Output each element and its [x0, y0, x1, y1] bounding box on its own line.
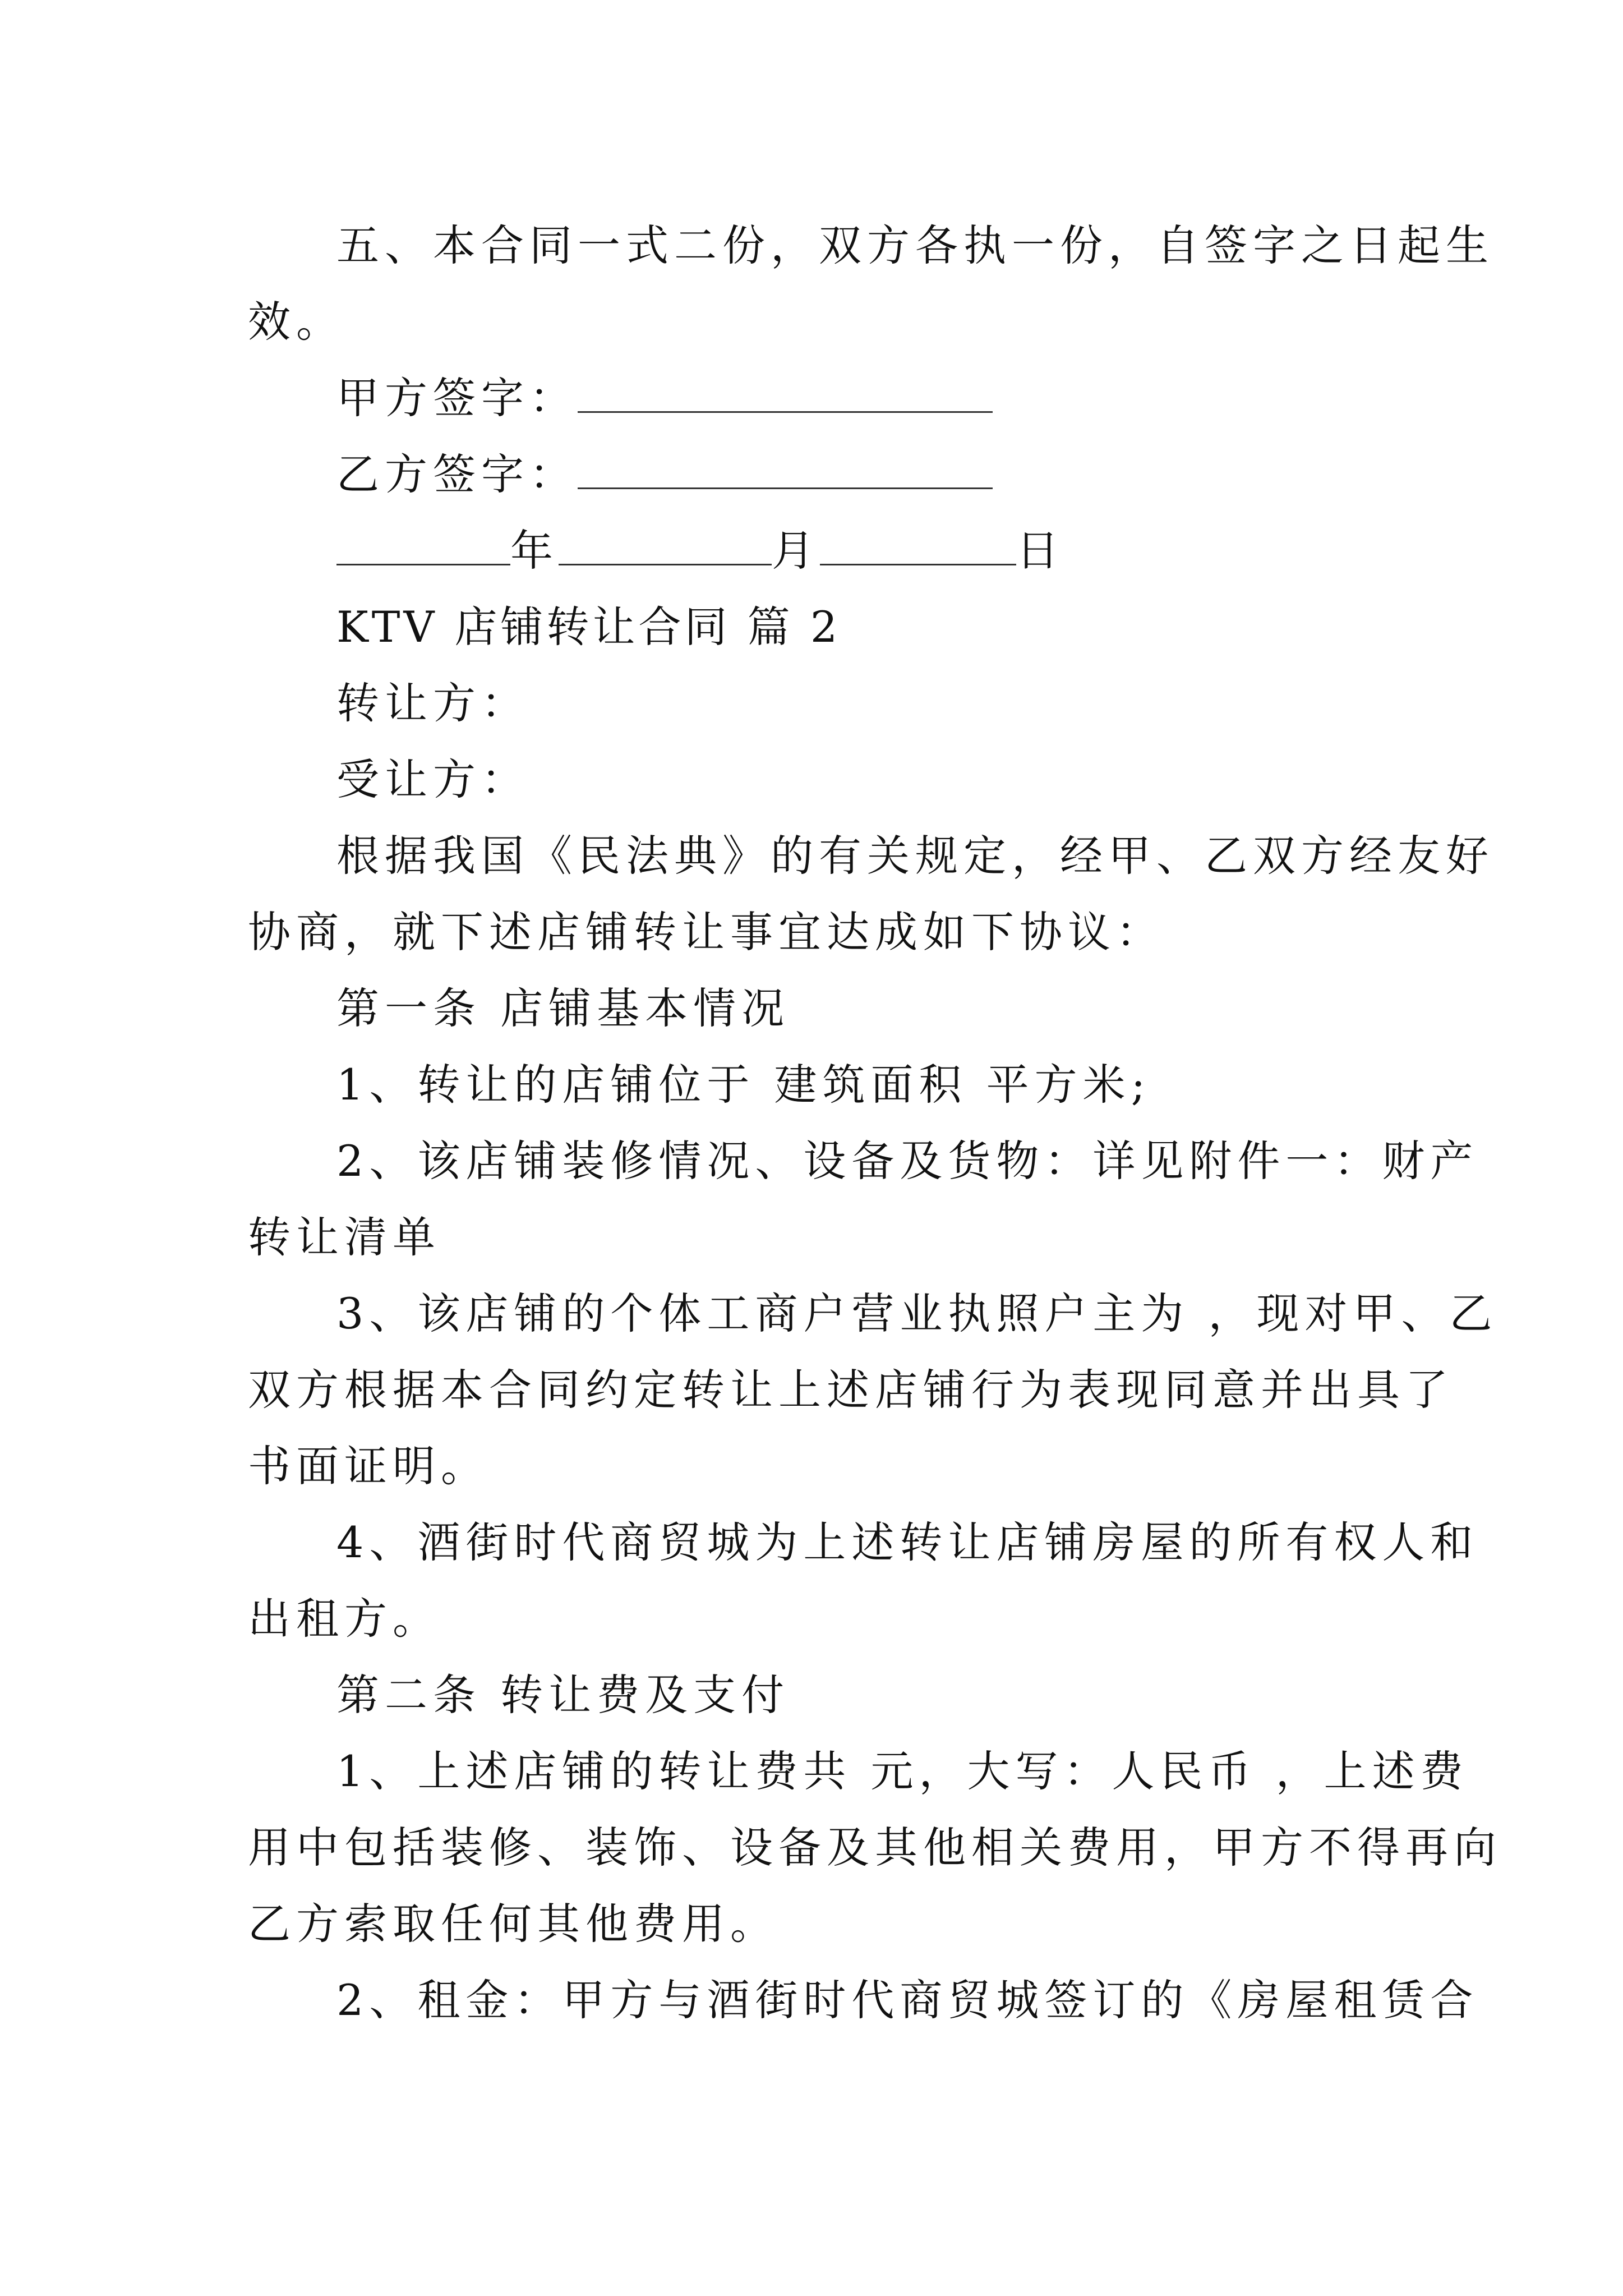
date-month-label: 月	[772, 526, 820, 576]
paragraph-line: 书面证明。	[248, 1441, 489, 1491]
article-title: 第一条 店铺基本情况	[336, 983, 790, 1033]
date-blank-year	[336, 531, 510, 565]
date-day-label: 日	[1016, 526, 1064, 576]
signature-blank-party-a	[578, 379, 993, 413]
paragraph-line: 双方根据本合同约定转让上述店铺行为表现同意并出具了	[248, 1365, 1454, 1415]
date-year-label: 年	[510, 526, 559, 576]
paragraph-line: 五、本合同一式二份，双方各执一份，自签字之日起生	[336, 220, 1494, 270]
paragraph-line: 4、酒街时代商贸城为上述转让店铺房屋的所有权人和	[336, 1517, 1479, 1567]
signature-blank-party-b	[578, 455, 993, 489]
date-blank-day	[820, 531, 1016, 565]
paragraph-line: 用中包括装修、装饰、设备及其他相关费用，甲方不得再向	[248, 1823, 1502, 1872]
date-blank-month	[559, 531, 772, 565]
signature-line-party-a	[336, 371, 993, 425]
paragraph-line: 2、该店铺装修情况、设备及货物：详见附件一：财产	[336, 1136, 1479, 1186]
paragraph-line: 效。	[248, 297, 344, 347]
article-title: 第二条 转让费及支付	[336, 1670, 790, 1720]
signature-label-party-b: 乙方签字：	[336, 449, 578, 499]
signature-line-party-b	[336, 448, 993, 501]
transferor-label: 转让方：	[336, 678, 529, 728]
paragraph-line: 乙方索取任何其他费用。	[248, 1899, 778, 1949]
paragraph-line: 协商，就下述店铺转让事宜达成如下协议：	[248, 907, 1164, 957]
paragraph-line: 2、租金：甲方与酒街时代商贸城签订的《房屋租赁合	[336, 1975, 1479, 2025]
paragraph-line: 根据我国《民法典》的有关规定，经甲、乙双方经友好	[336, 831, 1494, 881]
paragraph-line: 3、该店铺的个体工商户营业执照户主为 ，现对甲、乙	[336, 1289, 1498, 1338]
date-line	[336, 524, 1064, 578]
section-title: KTV 店铺转让合同 篇 2	[336, 602, 841, 652]
paragraph-line: 1、转让的店铺位于 建筑面积 平方米;	[336, 1060, 1151, 1110]
paragraph-line: 转让清单	[248, 1212, 441, 1262]
signature-label-party-a: 甲方签字：	[336, 373, 578, 423]
paragraph-line: 出租方。	[248, 1594, 441, 1644]
transferee-label: 受让方：	[336, 754, 529, 804]
paragraph-line: 1、上述店铺的转让费共 元，大写：人民币 ，上述费	[336, 1746, 1469, 1796]
